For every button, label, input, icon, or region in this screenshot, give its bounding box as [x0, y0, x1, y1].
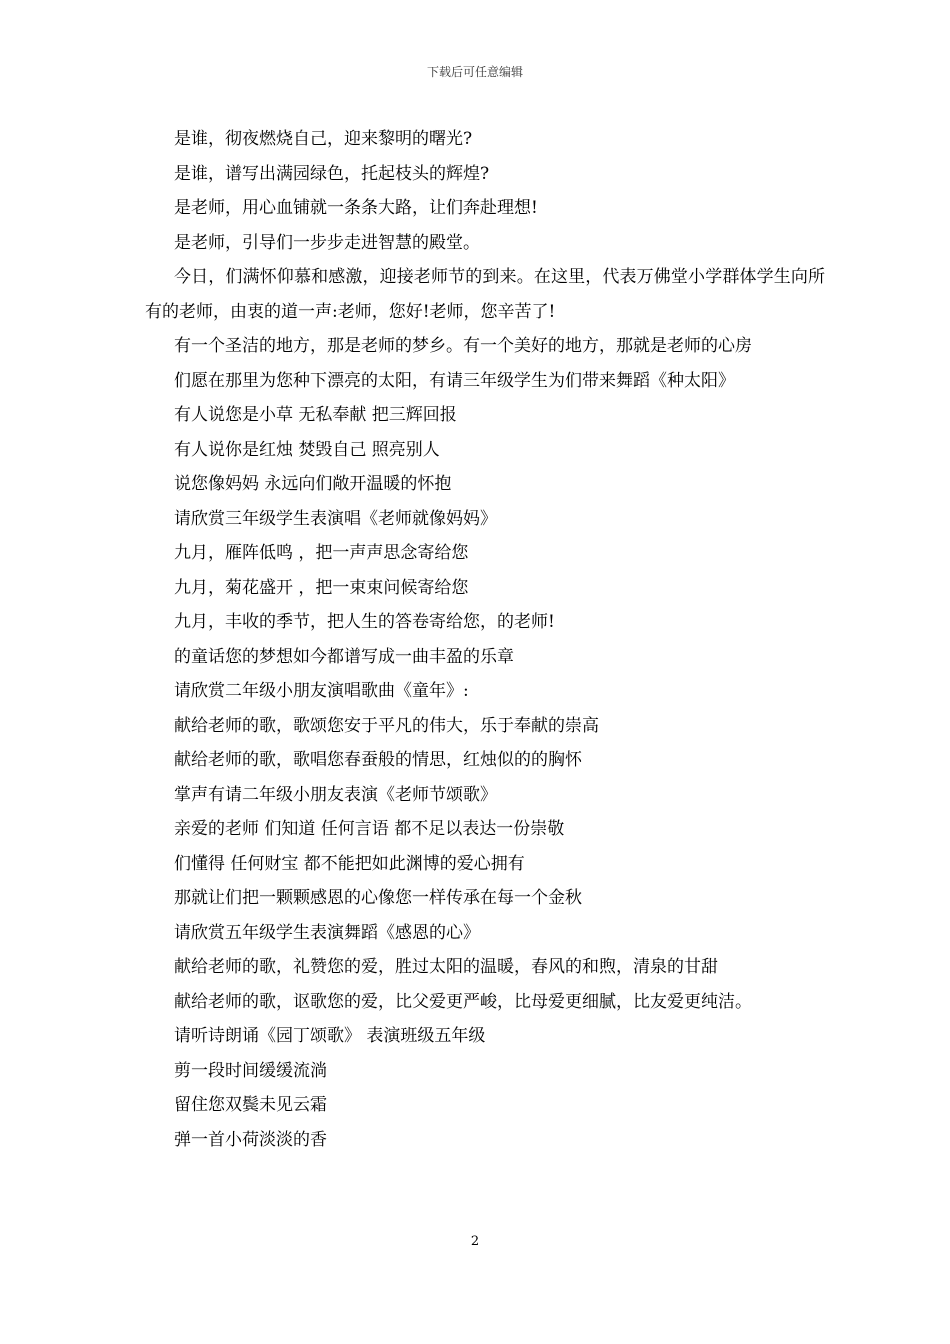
paragraph: 献给老师的歌，礼赞您的爱，胜过太阳的温暖，春风的和煦，清泉的甘甜: [174, 957, 718, 977]
paragraph: 九月，菊花盛开 ，把一束束问候寄给您: [174, 577, 469, 598]
paragraph: 请听诗朗诵《园丁颂歌》 表演班级五年级: [174, 1026, 486, 1046]
paragraph: 是谁，彻夜燃烧自己，迎来黎明的曙光?: [174, 129, 473, 149]
paragraph: 是谁，谱写出满园绿色，托起枝头的辉煌?: [174, 163, 490, 184]
paragraph: 是老师，用心血铺就一条条大路，让们奔赴理想!: [174, 198, 538, 218]
paragraph: 留住您双鬓未见云霜: [174, 1095, 327, 1115]
paragraph: 那就让们把一颗颗感恩的心像您一样传承在每一个金秋: [174, 888, 582, 908]
paragraph: 请欣赏五年级学生表演舞蹈《感恩的心》: [174, 922, 480, 943]
page-number: 2: [470, 1234, 480, 1249]
paragraph: 掌声有请二年级小朋友表演《老师节颂歌》: [174, 784, 497, 805]
paragraph: 献给老师的歌，歌颂您安于平凡的伟大，乐于奉献的崇高: [174, 715, 599, 736]
paragraph: 剪一段时间缓缓流淌: [174, 1060, 327, 1081]
paragraph: 弹一首小荷淡淡的香: [174, 1129, 327, 1150]
page-header: 下载后可任意编辑: [426, 65, 523, 79]
paragraph: 今日，们满怀仰慕和感激，迎接老师节的到来。在这里，代表万佛堂小学群体学生向所有的老师，由衷的道一声:老师，您好!老师，您辛苦了!: [145, 267, 825, 322]
paragraph: 有人说您是小草 无私奉献 把三辉回报: [174, 405, 457, 425]
paragraph: 请欣赏三年级学生表演唱《老师就像妈妈》: [174, 508, 497, 529]
document-body: [145, 122, 825, 1157]
paragraph: 九月，雁阵低鸣 ，把一声声思念寄给您: [174, 543, 469, 563]
paragraph: 献给老师的歌，讴歌您的爱，比父爱更严峻，比母爱更细腻，比友爱更纯洁。: [174, 991, 752, 1012]
paragraph: 有人说你是红烛 焚毁自己 照亮别人: [174, 439, 440, 460]
paragraph: 亲爱的老师 们知道 任何言语 都不足以表达一份崇敬: [174, 819, 565, 839]
paragraph: 是老师，引导们一步步走进智慧的殿堂。: [174, 232, 480, 253]
paragraph: 献给老师的歌，歌唱您春蚕般的情思，红烛似的的胸怀: [174, 750, 582, 770]
paragraph: 九月，丰收的季节，把人生的答卷寄给您，的老师!: [174, 612, 555, 632]
paragraph: 们愿在那里为您种下漂亮的太阳，有请三年级学生为们带来舞蹈《种太阳》: [174, 370, 735, 391]
paragraph: 有一个圣洁的地方，那是老师的梦乡。有一个美好的地方，那就是老师的心房: [174, 336, 752, 356]
paragraph: 们懂得 任何财宝 都不能把如此渊博的爱心拥有: [174, 853, 525, 874]
paragraph: 说您像妈妈 永远向们敞开温暖的怀抱: [174, 474, 452, 494]
paragraph: 请欣赏二年级小朋友演唱歌曲《童年》:: [174, 681, 469, 701]
paragraph: 的童话您的梦想如今都谱写成一曲丰盈的乐章: [174, 646, 514, 667]
